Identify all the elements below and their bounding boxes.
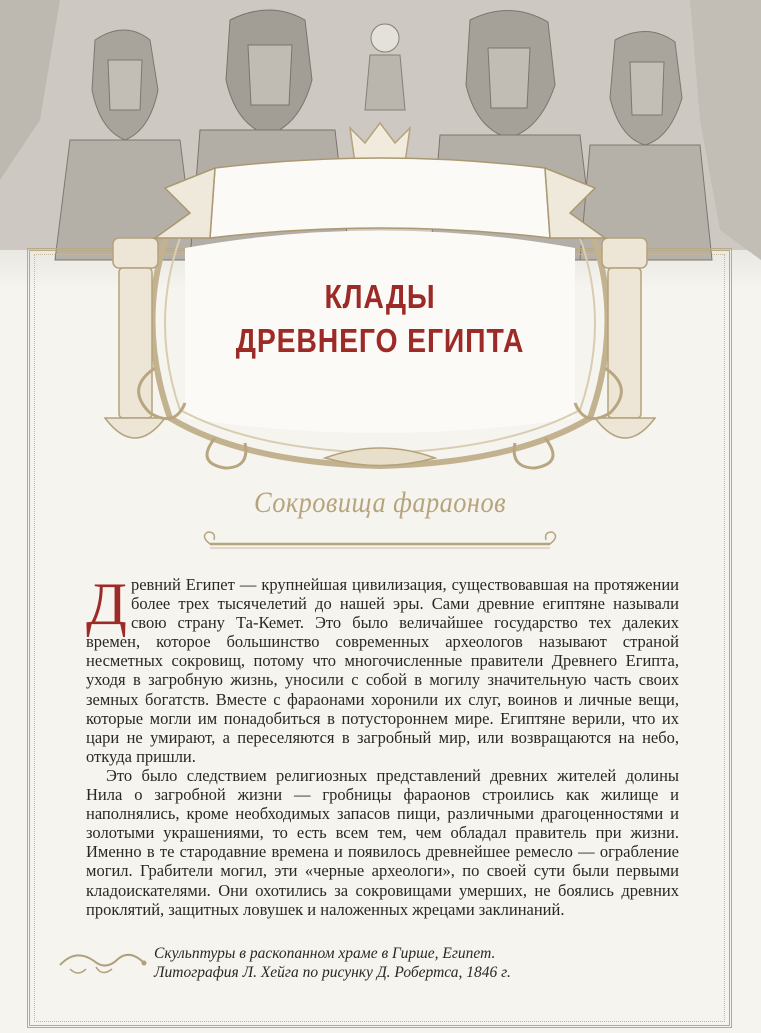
page-title bbox=[180, 275, 580, 363]
section-subtitle: Сокровища фараонов bbox=[253, 486, 507, 519]
illustration-caption bbox=[154, 944, 674, 982]
caption-line-2: Литография Л. Хейга по рисунку Д. Робертса, 1846 г. bbox=[154, 964, 511, 981]
caption-flourish-icon bbox=[56, 943, 148, 983]
paragraph-1 bbox=[86, 571, 679, 766]
paragraph-2: Это было следствием религиозных представлений древних жителей долины Нила о загробной жизни — гробницы фараонов строились как жилище и наполнялись, кроме необходимых запасов пищи, различными драгоценностями и золотыми украшениями, то есть всем тем, чем обладал правитель при жизни. Именно в те стародавние времена и появилось древнейшее ремесло — ограбление могил. Грабители могил, эти «черные археологи», по своей сути были первыми кладоискателями. Они охотились за сокровищами умерших, не боялись древних проклятий, защитных ловушек и наложенных жрецами заклинаний. bbox=[86, 765, 679, 919]
caption-line-1: Скульптуры в раскопанном храме в Гирше, Египет. bbox=[154, 945, 496, 962]
paragraph-1-text: ревний Египет — крупнейшая цивилизация, существовавшая на протяжении более трех тысячелетий до нашей эры. Сами древние египтяне называли свою страну Та-Кемет. Это было величайшее государство тех далеких времен, которое большинство современных археологов называют страной несметных сокровищ, потому что многочисленные правители Древнего Египта, уходя в загробную жизнь, уносили с собой в могилу значительную часть своих земных богатств. Вместе с фараонами хоронили их слуг, воинов и личные вещи, которые могли им понадобиться в потустороннем мире. Египтяне верили, что их цари не умирают, а переселяются в загробный мир, или возвращаются на небо, откуда пришли. bbox=[86, 575, 679, 766]
title-line-2: ДРЕВНЕГО ЕГИПТА bbox=[235, 322, 525, 359]
dropcap: Д bbox=[86, 571, 127, 637]
ornamental-divider-icon bbox=[200, 528, 560, 552]
title-line-1: КЛАДЫ bbox=[324, 278, 436, 315]
article-body bbox=[86, 571, 679, 919]
